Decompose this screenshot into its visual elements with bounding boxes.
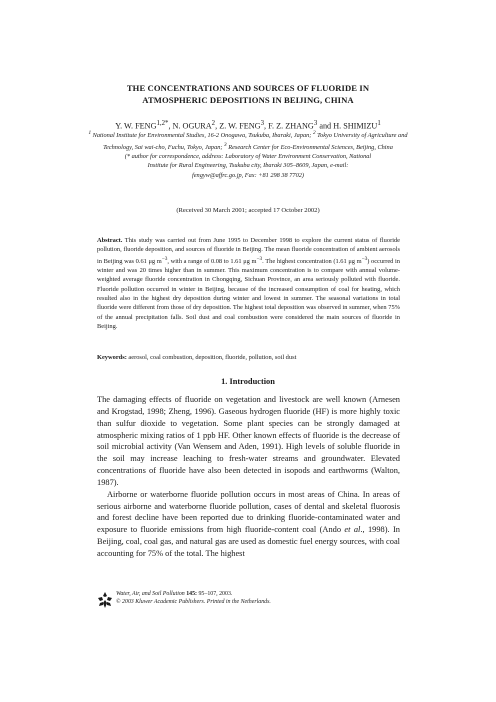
copyright-line: © 2003 Kluwer Academic Publishers. Printed in the Netherlands. (116, 599, 271, 606)
affil-marker-1: 1 (88, 130, 92, 136)
author-4-affil: 3 (313, 120, 318, 127)
author-5-affil: 1 (377, 120, 381, 127)
title-line-2: ATMOSPHERIC DEPOSITIONS IN BEIJING, CHINA (142, 95, 354, 105)
footer-text (116, 590, 396, 606)
affil-3: Research Center for Eco-Environmental Sciences, Beijing, China (226, 143, 393, 151)
affil-1: National Institute for Environmental Studies, 16-2 Onogawa, Tsukuba, Ibaraki, Japan; (91, 132, 313, 140)
body-paragraph-2-etal: et al (344, 525, 361, 535)
journal-name: Water, Air, and Soil Pollution (116, 591, 185, 597)
author-1: Y. W. FENG (115, 121, 157, 131)
abstract-label: Abstract. (97, 237, 123, 244)
author-1-affil: 1,2* (156, 120, 169, 127)
journal-volume: 145: (184, 591, 198, 597)
keywords-text: aerosol, coal combustion, deposition, fluoride, pollution, soil dust (126, 354, 297, 361)
citation-line (116, 590, 396, 598)
author-3: , Z. W. FENG (215, 121, 261, 131)
author-3-affil: 3 (260, 120, 265, 127)
abstract-text-4: ) occurred in winter and was 20 times higher than in summer. This maximum concentration is to compare with annual volume-weighted average fluoride concentration in Chongqing, Sichuan Province, an area seriously polluted with fluoride. Fluoride pollution occurred in winter in Beijing, because of the increased consumption of coal for heating, which resulted also in the highest dry deposition during winter and lowest in summer. The seasonal variations in total fluoride were different from those of dry deposition. The highest total deposition was observed in summer, when 75% of the annual precipitation falls. Soil dust and coal combustion were considered the main sources of fluoride in Beijing. (97, 257, 400, 330)
author-2-affil: 2 (211, 120, 216, 127)
affil-marker-2: 2 (312, 130, 316, 136)
abstract-sup-2: −3 (256, 255, 263, 262)
author-2: , N. OGURA (168, 121, 212, 131)
publisher-logo-icon (97, 591, 113, 609)
abstract-text-2: , with a range of 0.08 to 1.61 μg m (167, 257, 257, 265)
affil-2: Tokyo University of Agriculture and Technology, Sai wai-cho, Fuchu, Tokyo, Japan; (103, 132, 408, 151)
correspondence-line-2: Institute for Rural Engineering, Tsukuba city, Ibaraki 305–8609, Japan, e-mail: (147, 162, 349, 170)
affiliations (82, 129, 414, 180)
section-heading-introduction: 1. Introduction (221, 377, 275, 386)
body-paragraph-2 (97, 489, 400, 560)
author-4: , F. Z. ZHANG (264, 121, 314, 131)
abstract-sup-1: −3 (161, 255, 168, 262)
abstract (97, 236, 400, 331)
abstract-text-3: . The highest concentration (1.61 μg m (262, 257, 362, 265)
abstract-text-1: This study was carried out from June 1995 to December 1998 to explore the current status of fluoride pollution, fluoride deposition, and sources of fluoride in Beijing. The mean fluoride concentration of ambient aerosols in Beijing was 0.61 μg m (97, 237, 400, 265)
body-paragraph-2-text-a: Airborne or waterborne fluoride pollution occurs in most areas of China. In areas of serious airborne and waterborne fluoride pollution, cases of dental and skeletal fluorosis and forest decline have been reported due to drinking fluoride-contaminated water and exposure to fluoride emissions from high fluoride-content coal (Ando (97, 489, 400, 535)
body-text (97, 394, 400, 560)
paper-title (60, 82, 436, 106)
abstract-sup-3: −3 (361, 255, 368, 262)
affil-marker-3: 3 (224, 141, 227, 148)
affiliation-list (82, 129, 414, 152)
author-5: and H. SHIMIZU (317, 121, 378, 131)
keywords-label: Keywords: (97, 354, 127, 361)
correspondence-line-1: (* author for correspondence, address: Laboratory of Water Environment Conservation, National (124, 153, 372, 160)
body-paragraph-1: The damaging effects of fluoride on vegetation and livestock are well known (Arnesen and Krogstad, 1998; Zheng, 1996). Gaseous hydrogen fluoride (HF) is more highly toxic than sulfur dioxide to vegetation. Some plant species can be strongly damaged at atmospheric mixing ratios of 1 ppb HF. Other known effects of fluoride is the decrease of soil microbial activity (Van Wensem and Aden, 1991). High levels of soluble fluoride in the soil may increase leaching to fresh-water streams and groundwater. Elevated concentrations of fluoride have also been detected in isopods and earthworms (Walton, 1987). (97, 395, 400, 487)
title-line-1: THE CONCENTRATIONS AND SOURCES OF FLUORIDE IN (126, 83, 370, 93)
journal-footer (97, 590, 400, 614)
body-paragraph-2-text-b: ., 1998). In Beijing, coal, coal gas, and natural gas are used as domestic fuel energy sources, with coal accounting for 75% of the total. The highest (97, 525, 400, 558)
keywords (97, 353, 400, 362)
received-dates: (Received 30 March 2001; accepted 17 October 2002) (176, 207, 320, 214)
journal-pages: 95–107, 2003. (197, 591, 233, 597)
correspondence-line-3: fengyw@affrc.go.jp, Fax: +81 298 38 7702) (192, 171, 304, 179)
